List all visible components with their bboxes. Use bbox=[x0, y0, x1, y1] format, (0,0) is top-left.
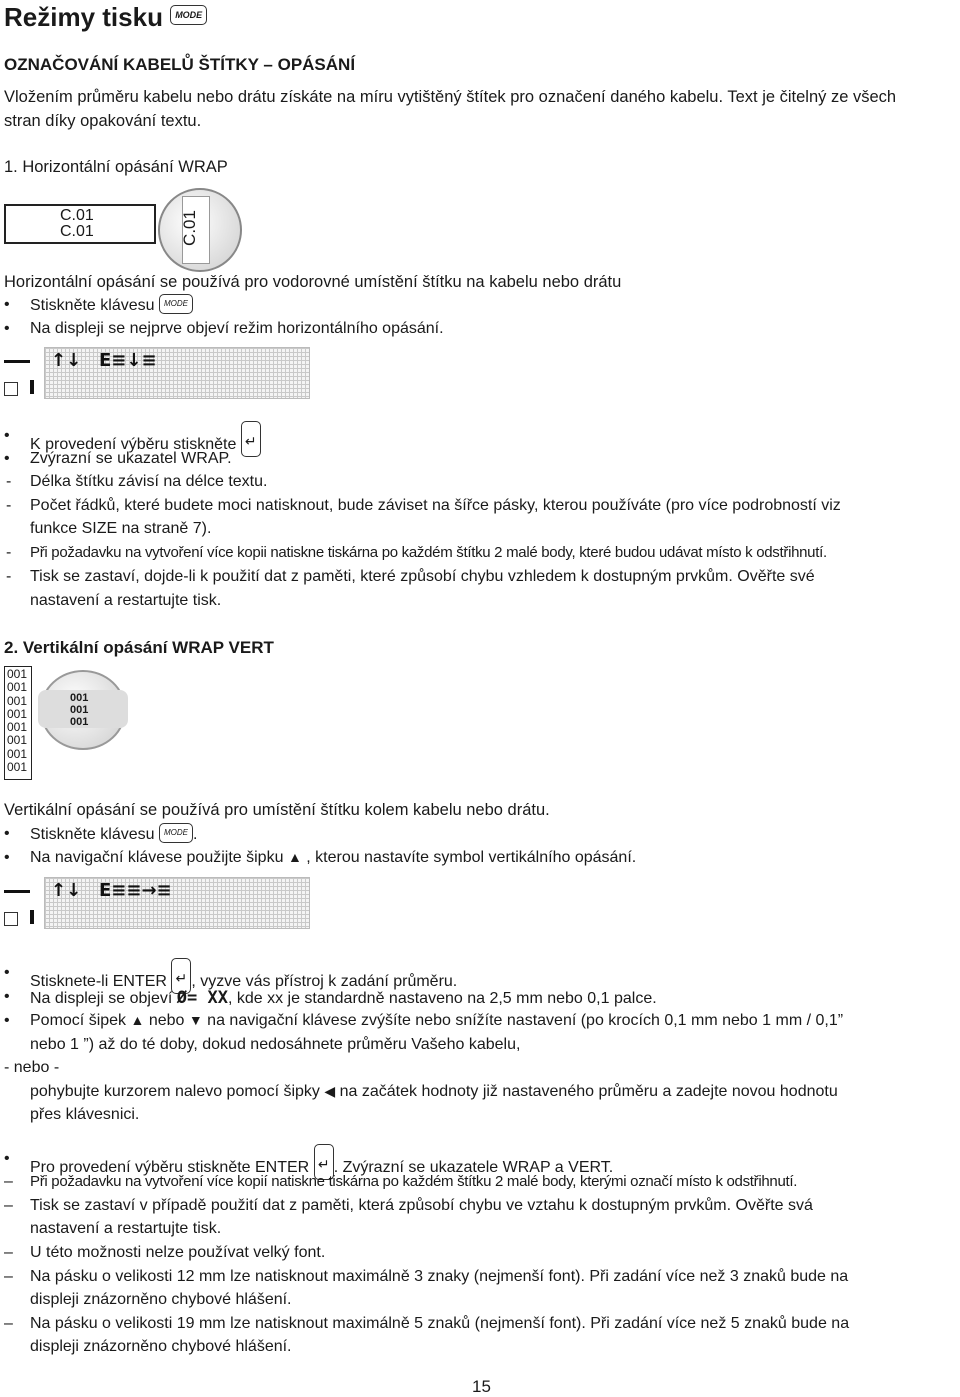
page-number: 15 bbox=[472, 1377, 491, 1396]
vert-dash-copies: Při požadavku na vytvoření více kopií natiskne tiskárna po každém štítku 2 malé body, kterými označí místo k odstřihnutí. bbox=[30, 1173, 798, 1190]
vert-bullet-arrows-2: nebo 1 ”) až do té doby, dokud nedosáhnete průměru Vašeho kabelu, bbox=[30, 1036, 521, 1053]
cable-illustration bbox=[158, 188, 242, 272]
dash-icon: – bbox=[4, 1244, 13, 1261]
wrap-bullet-highlight: Zvýrazní se ukazatel WRAP. bbox=[30, 450, 232, 467]
dash-icon: – bbox=[4, 1268, 13, 1285]
lcd-indicator-icon bbox=[30, 380, 34, 394]
bullet-icon: • bbox=[4, 825, 10, 842]
arrow-up-icon: ▲ bbox=[287, 849, 302, 865]
enter-key-icon: ↵ bbox=[241, 421, 261, 457]
vert-cable-illustration bbox=[40, 670, 126, 750]
wrap-dash-stop-1: Tisk se zastaví, dojde-li k použití dat z paměti, které způsobí chybu vzhledem k dostupným prvkům. Ověřte své bbox=[30, 568, 815, 585]
vert-cable-line: 001 bbox=[70, 704, 89, 716]
label-text: C.01 bbox=[60, 207, 94, 224]
lcd-arrows-icon: ↑↓ bbox=[51, 880, 82, 901]
vert-label-line: 001 bbox=[7, 667, 28, 681]
dash-icon: - bbox=[6, 544, 12, 561]
arrow-up-icon: ▲ bbox=[130, 1012, 145, 1028]
or-line: - nebo - bbox=[4, 1059, 60, 1076]
label-text: C.01 bbox=[60, 223, 94, 240]
bullet-icon: • bbox=[4, 427, 10, 444]
vert-cable-line: 001 bbox=[70, 716, 89, 728]
vert-bullet-confirm: Pro provedení výběru stiskněte ENTER ↵ . Zvýrazní se ukazatele WRAP a VERT. bbox=[30, 1150, 613, 1186]
vert-dash-12-2: displeji znázorněno chybové hlášení. bbox=[30, 1291, 292, 1308]
arrow-left-icon: ◀ bbox=[324, 1083, 336, 1099]
lcd-cursor-icon bbox=[4, 360, 30, 363]
lcd-wrap-vert-icon: E≡≡→≡ bbox=[99, 880, 172, 901]
vert-label-line: 001 bbox=[7, 680, 28, 695]
dash-icon: - bbox=[6, 473, 12, 490]
page-title: Režimy tisku MODE bbox=[4, 2, 207, 33]
vert-label-line: 001 bbox=[7, 706, 28, 721]
vert-bullet-display: Na displeji se objeví Ø= XX, kde xx je standardně nastaveno na 2,5 mm nebo 0,1 palce. bbox=[30, 988, 657, 1008]
vert-dash-stop-1: Tisk se zastaví v případě použití dat z paměti, která způsobí chybu ve vztahu k dostupným prvkům. Ověřte svá bbox=[30, 1197, 813, 1214]
lcd-cursor-icon bbox=[4, 890, 30, 893]
bullet-icon: • bbox=[4, 1012, 10, 1029]
mode-key-icon: MODE bbox=[170, 5, 207, 25]
intro-line-2: stran díky opakování textu. bbox=[4, 112, 202, 130]
bullet-icon: • bbox=[4, 450, 10, 467]
bullet-icon: • bbox=[4, 849, 10, 866]
bullet-icon: • bbox=[4, 320, 10, 337]
wrap-dash-stop-2: nastavení a restartujte tisk. bbox=[30, 592, 222, 609]
arrow-down-icon: ▼ bbox=[188, 1012, 203, 1028]
vert-dash-font: U této možnosti nelze používat velký font. bbox=[30, 1244, 326, 1261]
dash-icon: – bbox=[4, 1197, 13, 1214]
vert-subtitle: 2. Vertikální opásání WRAP VERT bbox=[4, 638, 274, 657]
bullet-icon: • bbox=[4, 1150, 10, 1167]
lcd-indicator-icon bbox=[30, 910, 34, 924]
vert-label-line: 001 bbox=[7, 733, 28, 748]
wrap-desc: Horizontální opásání se používá pro vodorovné umístění štítku na kabelu nebo drátu bbox=[4, 273, 622, 291]
wrap-dash-copies: Při požadavku na vytvoření více kopii natiskne tiskárna po každém štítku 2 malé body, které budou udávat místo k odstřihnutí. bbox=[30, 544, 827, 561]
diameter-symbol: Ø= XX bbox=[176, 988, 228, 1008]
wrap-subtitle: 1. Horizontální opásání WRAP bbox=[4, 158, 228, 176]
vert-dash-19-1: Na pásku o velikosti 19 mm lze natisknout maximálně 5 znaků (nejmenší font). Při zadání více než 5 znaků bude na bbox=[30, 1315, 850, 1332]
vert-dash-stop-2: nastavení a restartujte tisk. bbox=[30, 1220, 222, 1237]
cable-label-text: C.01 bbox=[179, 210, 199, 246]
dash-icon: - bbox=[6, 568, 12, 585]
vert-label-line: 001 bbox=[7, 693, 28, 708]
vert-label-line: 001 bbox=[7, 760, 28, 775]
bullet-icon: • bbox=[4, 964, 10, 981]
vert-cursor-line: pohybujte kurzorem nalevo pomocí šipky ◀ na začátek hodnoty již nastaveného průměru a zadejte novou hodnotu bbox=[30, 1083, 838, 1100]
vert-label-line: 001 bbox=[7, 720, 28, 735]
wrap-bullet-select: K provedení výběru stiskněte ↵ bbox=[30, 427, 261, 463]
mode-key-icon: MODE bbox=[159, 294, 193, 314]
lcd-display bbox=[44, 347, 310, 399]
vert-cursor-line-2: přes klávesnici. bbox=[30, 1106, 140, 1123]
enter-key-icon: ↵ bbox=[171, 958, 191, 994]
vert-cable-line: 001 bbox=[70, 692, 89, 704]
vert-bullet-nav: Na navigační klávese použijte šipku ▲ , kterou nastavíte symbol vertikálního opásání. bbox=[30, 849, 637, 866]
wrap-label-illustration bbox=[4, 204, 156, 244]
dash-icon: - bbox=[6, 497, 12, 514]
vert-dash-19-2: displeji znázorněno chybové hlášení. bbox=[30, 1338, 292, 1355]
vert-label-line: 001 bbox=[7, 746, 28, 761]
lcd-display bbox=[44, 877, 310, 929]
wrap-dash-rows-1: Počet řádků, které budete moci natisknout, bude záviset na šířce pásky, kterou používáte (pro více podrobností viz bbox=[30, 497, 841, 514]
bullet-icon: • bbox=[4, 296, 10, 313]
vert-bullet-enter: Stisknete-li ENTER ↵ , vyzve vás přístroj k zadání průměru. bbox=[30, 964, 457, 1000]
vert-bullet-arrows: Pomocí šipek ▲ nebo ▼ na navigační klávese zvýšíte nebo snížíte nastavení (po krocích 0,1 mm nebo 1 mm / 0,1” bbox=[30, 1012, 844, 1029]
vert-dash-12-1: Na pásku o velikosti 12 mm lze natisknout maximálně 3 znaky (nejmenší font). Při zadání více než 3 znaků bude na bbox=[30, 1268, 849, 1285]
lcd-wrap-icon: E≡↓≡ bbox=[99, 350, 157, 371]
vert-bullet-press: Stiskněte klávesu MODE . bbox=[30, 825, 197, 845]
lcd-battery-icon bbox=[4, 912, 18, 926]
intro-line-1: Vložením průměru kabelu nebo drátu získáte na míru vytištěný štítek pro označení daného kabelu. Text je čitelný ze všech bbox=[4, 88, 897, 106]
vert-label-illustration bbox=[4, 666, 32, 780]
mode-key-icon: MODE bbox=[159, 823, 193, 843]
vert-desc: Vertikální opásání se používá pro umístění štítku kolem kabelu nebo drátu. bbox=[4, 801, 550, 819]
wrap-dash-length: Délka štítku závisí na délce textu. bbox=[30, 473, 268, 490]
wrap-bullet-press: Stiskněte klávesu MODE bbox=[30, 296, 193, 316]
enter-key-icon: ↵ bbox=[314, 1144, 334, 1180]
dash-icon: – bbox=[4, 1315, 13, 1332]
wrap-dash-rows-2: funkce SIZE na straně 7). bbox=[30, 520, 212, 537]
lcd-battery-icon bbox=[4, 382, 18, 396]
bullet-icon: • bbox=[4, 988, 10, 1005]
lcd-arrows-icon: ↑↓ bbox=[51, 350, 82, 371]
section-title: OZNAČOVÁNÍ KABELŮ ŠTÍTKY – OPÁSÁNÍ bbox=[4, 55, 356, 74]
dash-icon: – bbox=[4, 1173, 13, 1190]
wrap-bullet-display: Na displeji se nejprve objeví režim horizontálního opásání. bbox=[30, 320, 444, 337]
